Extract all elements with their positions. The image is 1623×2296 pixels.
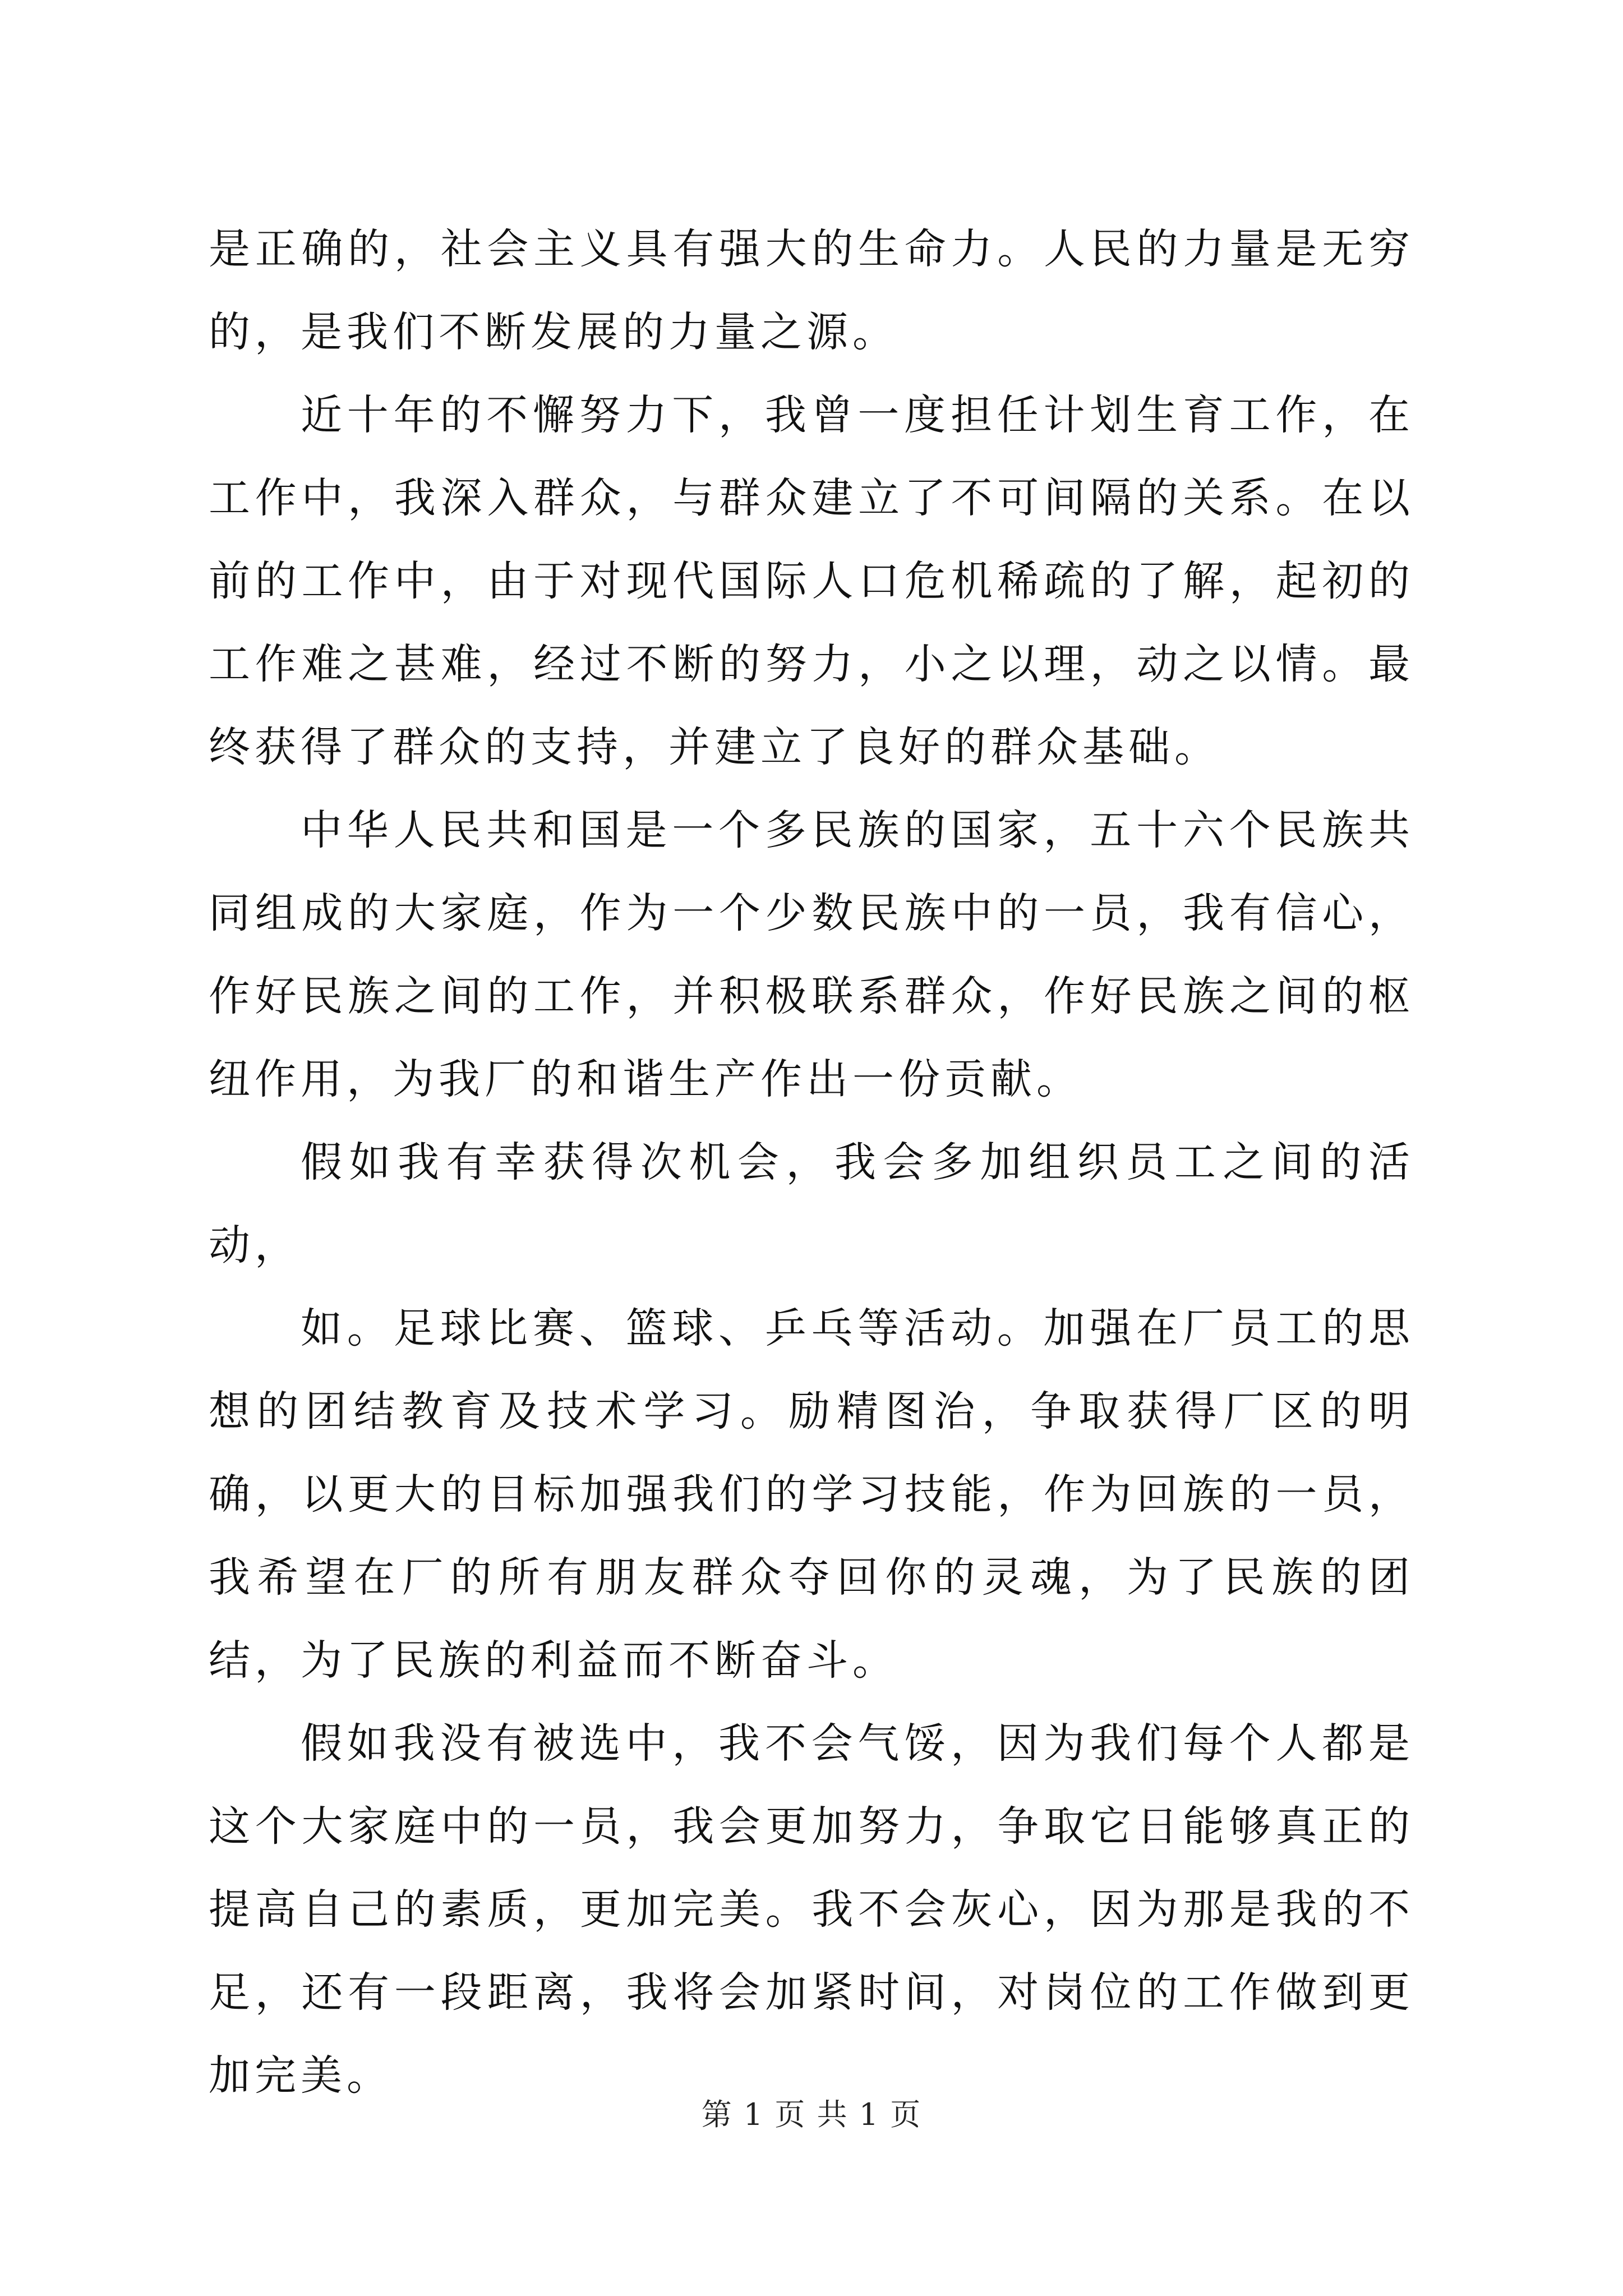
paragraph-if-not-selected: 假如我没有被选中，我不会气馁，因为我们每个人都是这个大家庭中的一员，我会更加努力，争取它日能够真正的提高自己的素质，更加完美。我不会灰心，因为那是我的不足，还有一段距离，我将会加紧时间，对岗位的工作做到更加完美。 xyxy=(209,1719,1414,2100)
page-number-footer: 第 1 页 共 1 页 xyxy=(701,2097,922,2132)
paragraph-activities-plan: 如。足球比赛、篮球、乒乓等活动。加强在厂员工的思想的团结教育及技术学习。励精图治，争取获得厂区的明确，以更大的目标加强我们的学习技能，作为回族的一员，我希望在厂的所有朋友群众夺回你的灵魂，为了民族的团结，为了民族的利益而不断奋斗。 xyxy=(209,1304,1414,1685)
paragraph-family-planning-work: 近十年的不懈努力下，我曾一度担任计划生育工作，在工作中，我深入群众，与群众建立了不可间隔的关系。在以前的工作中，由于对现代国际人口危机稀疏的了解，起初的工作难之甚难，经过不断的努力，小之以理，动之以情。最终获得了群众的支持，并建立了良好的群众基础。 xyxy=(209,391,1414,771)
paragraph-ethnic-unity: 中华人民共和国是一个多民族的国家，五十六个民族共同组成的大家庭，作为一个少数民族中的一员，我有信心，作好民族之间的工作，并积极联系群众，作好民族之间的枢纽作用，为我厂的和谐生产作出一份贡献。 xyxy=(209,806,1414,1103)
paragraph-if-selected: 假如我有幸获得次机会，我会多加组织员工之间的活动， xyxy=(209,1138,1414,1269)
document-body xyxy=(209,208,1414,2117)
paragraph-continuation: 是正确的，社会主义具有强大的生命力。人民的力量是无穷的，是我们不断发展的力量之源。 xyxy=(209,225,1414,356)
